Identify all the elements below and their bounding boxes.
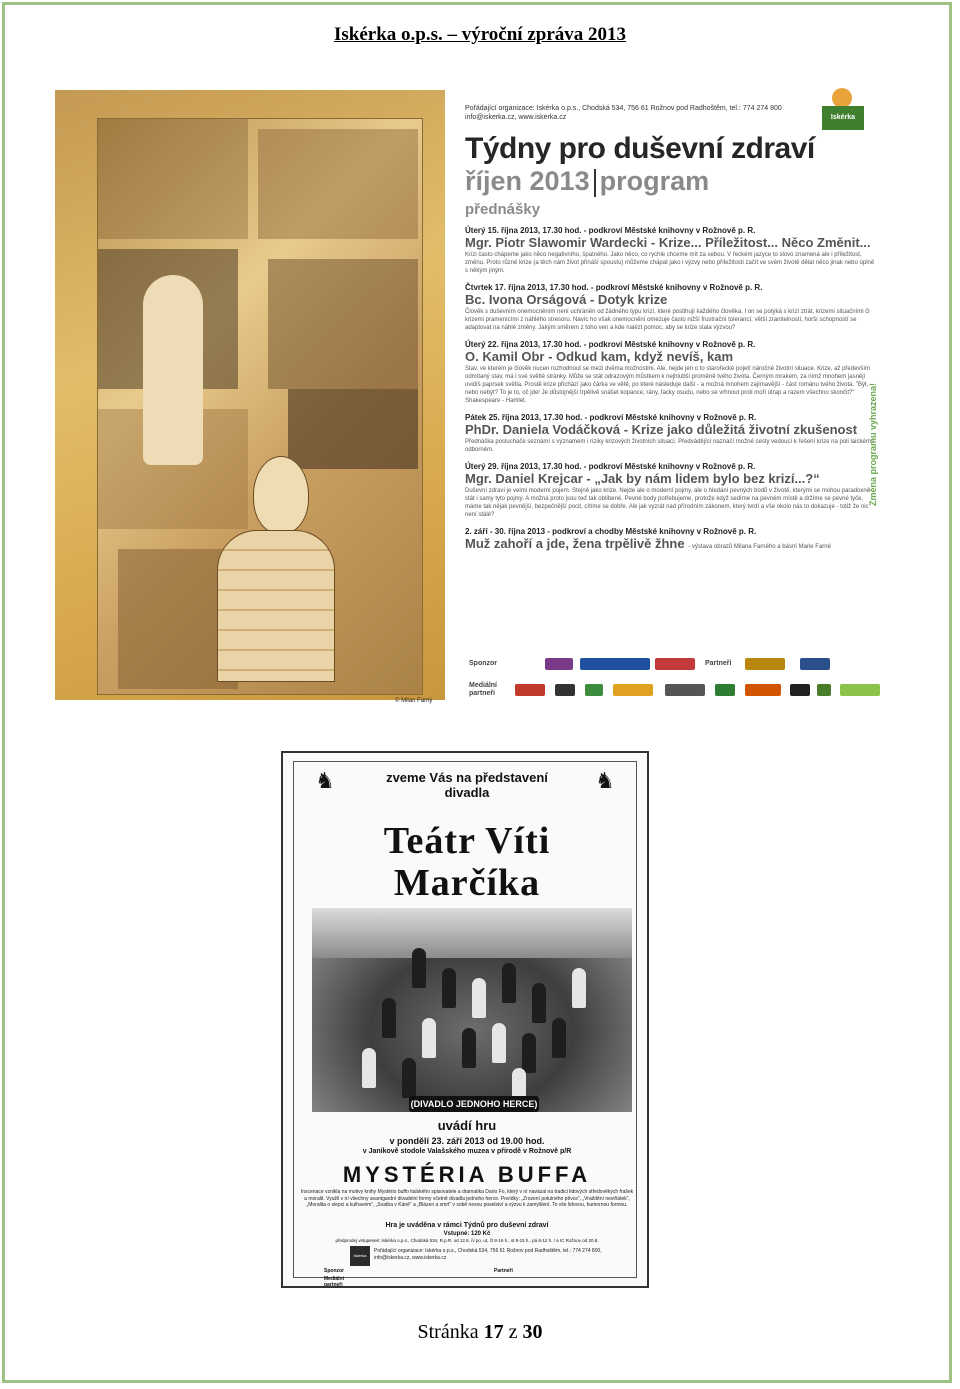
presale-info: předprodej vstupenek: Iskérka o.p.s., Chodská 534, R.p.R. od 12.8. /v po, ut, čt 8-16 h., st 8-15 h., pá 8-12 h. / a IC Rožnov od 20.8.: [335, 1238, 599, 1243]
media-logo: [840, 684, 880, 696]
lion-icon: ♞: [595, 768, 615, 793]
poster-title: Týdny pro duševní zdraví: [465, 132, 815, 165]
poster-invite: zveme Vás na představení divadla: [386, 770, 548, 800]
mental-health-weeks-poster: [55, 86, 890, 710]
portrait-head: [253, 456, 309, 534]
one-actor-banner: (DIVADLO JEDNOHO HERCE): [409, 1096, 539, 1112]
play-title: MYSTÉRIA BUFFA: [342, 1162, 592, 1187]
media-logo: [515, 684, 545, 696]
sponsor-logo: [545, 658, 573, 670]
lecture-item: Úterý 15. října 2013, 17.30 hod. - podkroví Městské knihovny v Rožnově p. R. Mgr. Piotr Slawomir Wardecki - Krize... Příležitost... Něco Změnit... Krizi často chápeme jako něco negativního, špatného. Jako něco, co rychle chceme mít za sebou. V řeckém jazyce to slovo znamená ale i příležitost, změnu. Proto různé krize (a těch nám život přináší spoustu) můžeme chápat jako i výzvy nebo příležitosti začít ve svém životě dělat něco jinak nebo úplně s někým jiným.: [465, 225, 875, 274]
partner-logo: [745, 658, 785, 670]
exhibition-item: 2. září - 30. října 2013 - podkroví a chodby Městské knihovny v Rožnově p. R. Muž zahoří a jde, žena trpělivě žhne - výstava obrazů Milana Farného a básní Marie Farné: [465, 526, 831, 551]
presents: uvádí hru: [437, 1118, 497, 1133]
iskerka-logo: Iskérka: [818, 86, 864, 132]
partner-logo: [800, 658, 830, 670]
media-logo: [555, 684, 575, 696]
theatre-poster: [281, 751, 649, 1288]
poster-artwork: [55, 90, 445, 700]
media-logo: [665, 684, 705, 696]
sponsor-label: Sponzor: [324, 1268, 344, 1274]
poster-subtitle: říjen 2013 program: [465, 166, 710, 196]
poster-organizer: Pořádající organizace: Iskérka o.p.s., Chodská 534, 756 61 Rožnov pod Radhoštěm, tel.: 774 274 800 info@iskerka.cz, www.iskerka.cz: [465, 105, 782, 121]
sponsor-logo: [580, 658, 650, 670]
ticket-price: Vstupné: 120 Kč: [443, 1231, 491, 1237]
lecture-item: Čtvrtek 17. října 2013, 17.30 hod. - podkroví Městské knihovny v Rožnově p. R. Bc. Ivona Orságová - Dotyk krize Člověk s duševním onemocněním není uchráněn od žádného typu krizí, které postihují každého člověka. I on se potýká s krizí ztrát, krizemi situačními či krizemi pramenícími z náhlého stresoru. Navíc ho však onemocnění omezuje často nižší frustrační tolerancí, větší zranitelností, horší schopností se adaptovat na náhlé změny. Jakým směrem z toho ven a kde nalézt pomoc, aby se krize stala výzvou?: [465, 282, 870, 331]
media-logo: [715, 684, 735, 696]
sponsor-label: Sponzor: [469, 660, 497, 667]
media-logo: [585, 684, 603, 696]
festival-note: Hra je uváděna v rámci Týdnů pro duševní zdraví: [385, 1222, 549, 1229]
lecture-item: Úterý 22. října 2013, 17.30 hod. - podkroví Městské knihovny v Rožnově p. R. O. Kamil Obr - Odkud kam, když nevíš, kam Stav, ve kterém je člověk nucen rozhodnout se mezi dvěma možnostmi. Ale, nejde jen o to starořecké pojetí náročné životní situace. Krize, až především odmítaný stav, má i své světlé stránky. Může se stát odrazovým můstkem k nejhlubší proměně tvého života. Černým mrakem, za nímž mnohem jasněji uvidíš paprsek světla. Prostě krize přichází jako čárka ve větě, po které následuje další - a možná mnohem zajímavější - část románu tvého života. "Být, nebo nebýt? To je to, oč jde! Je důstojnější trpělivě snášet kopance, rány, facky osudu, nebo se vrhnout proti moři útrap a razem všechno skončit?" Shakespeare - Hamlet.: [465, 339, 871, 404]
art-credit: © Milan Farný: [395, 698, 433, 704]
page-header: Iskérka o.p.s. – výroční zpráva 2013: [333, 24, 627, 45]
lecture-item: Pátek 25. října 2013, 17.30 hod. - podkroví Městské knihovny v Rožnově p. R. PhDr. Daniela Vodáčková - Krize jako důležitá životní zkušenost Přednáška posluchače seznámí s významem i riziky krizových životních situací. Předvádějící naznačí možné cesty vedoucí k řešení krize na poli laickém i odborném.: [465, 412, 874, 453]
media-logo: [613, 684, 653, 696]
media-logo: [817, 684, 831, 696]
media-logo: [790, 684, 810, 696]
performance-date: v pondělí 23. září 2013 od 19.00 hod.: [389, 1136, 545, 1146]
media-label: Mediální partneři: [324, 1276, 345, 1288]
page-footer: Stránka 17 z 30: [417, 1321, 543, 1343]
venue: v Janíkově stodole Valašského muzea v přírodě v Rožnově p/R: [362, 1148, 572, 1155]
iskerka-logo: Iskérka: [350, 1246, 370, 1266]
group-photo: [312, 908, 632, 1112]
organizer: Pořádající organizace: Iskérka o.p.s., Chodská 534, 756 61 Rožnov pod Radhoštěm, tel.: 774 274 800, info@iskerka.cz, www.iskerka.cz: [374, 1248, 602, 1261]
program-change-note: Změna programu vyhrazena!: [868, 382, 878, 506]
sponsor-logo: [655, 658, 695, 670]
partners-label: Partneři: [494, 1268, 513, 1274]
lion-icon: ♞: [315, 768, 335, 793]
media-logo: [745, 684, 781, 696]
portrait-body: [217, 530, 335, 682]
theatre-name: Teátr Víti Marčíka: [383, 820, 551, 904]
play-description: Inscenace vznikla na motivy knihy Mystério buffo italského spisovatele a dramatika Dario Fo, který v ní navázal na tradici lidových středověkých frašek a moralit. Využil v ní všechny avantgardní divadelní formy včetně divadla jednoho herce. Povídky: „Zrození potulného pěvce“, „Vraždění neviňátek“, „Moralita o slepci a kulhavém“, „Svatba v Káně“ a „Blázen a smrt“ v sobě nesou poselství a výzvu k zamyšlení. To vše lidovou, humornou formou.: [300, 1189, 634, 1208]
media-label: Mediální partneři: [469, 682, 498, 697]
section-lectures: přednášky: [465, 200, 541, 218]
partners-label: Partneři: [705, 660, 732, 667]
lecture-item: Úterý 29. října 2013, 17.30 hod. - podkroví Městské knihovny v Rožnově p. R. Mgr. Daniel Krejcar - „Jak by nám lidem bylo bez krizí...?“ Duševní zdraví je velmi moderní pojem. Stejně jako krize. Nejde ale o moderní pojmy, ale o hledání pevných bodů v životě, kterými se mohou paradoxně stát i samy tyto pojmy. A možná proto jsou teď tak oblíbené. Pevné body potřebujeme, protože když sedíme na pevném místě a držíme se pevné tyče, máme tak nějak pevnější, bezpečnější pocit, cítíme se dobře. Ale jak vyzrát nad přírodním zákonem, který tvrdí a vše okolo nás to dokazuje - totiž že nic není stálé?: [465, 461, 871, 518]
